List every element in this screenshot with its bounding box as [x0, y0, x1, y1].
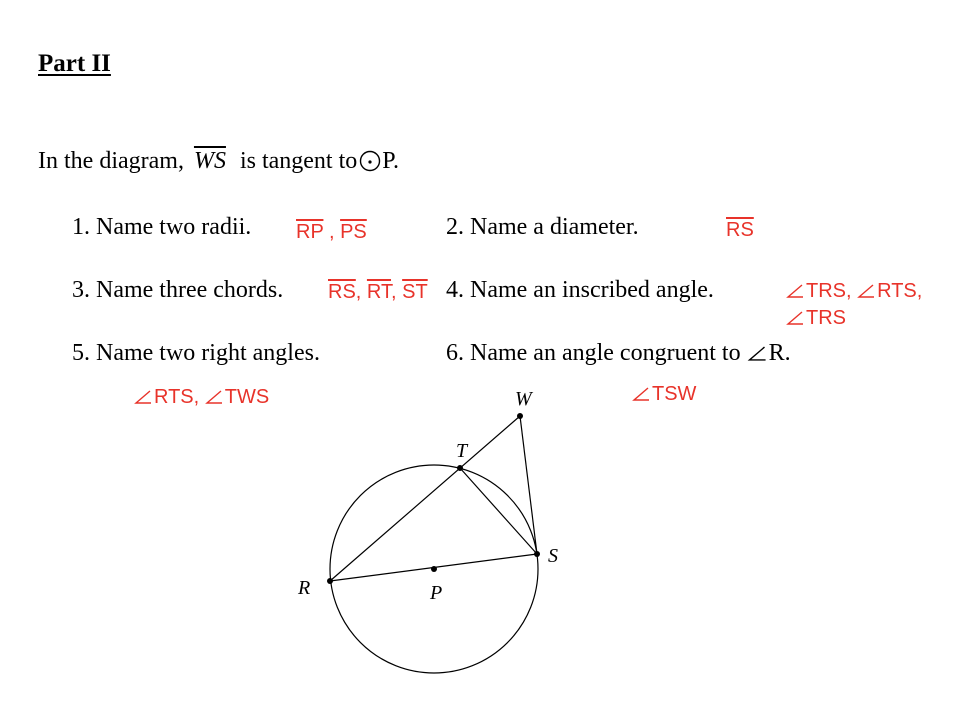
intro-prefix: In the diagram, [38, 148, 184, 174]
answer-4-trs: TRS, [806, 280, 852, 302]
intro-circle-name: P. [382, 148, 399, 174]
question-3: 3. Name three chords. [72, 277, 284, 303]
answer-4-trs-2: TRS [806, 307, 846, 329]
intro-middle: is tangent to [239, 148, 358, 174]
label-s: S [548, 545, 558, 567]
answer-6-tsw: TSW [652, 383, 697, 405]
answer-3-rs: $\overline{RS}$ [328, 281, 356, 303]
answer-3-rt: $\overline{RT}$ [366, 281, 392, 303]
tangent-ws [520, 416, 537, 554]
question-1: 1. Name two radii. [72, 214, 252, 240]
segment-rw [330, 416, 520, 581]
point-p [431, 566, 437, 572]
question-6-text: 6. Name an angle congruent to [446, 340, 741, 366]
question-4: 4. Name an inscribed angle. [446, 277, 714, 303]
point-w [517, 413, 523, 419]
answer-1-ps: $\overline{PS}$ [340, 221, 367, 243]
point-r [327, 578, 333, 584]
label-p: P [430, 582, 443, 604]
answer-1-sep: , [323, 221, 341, 243]
answer-4-rts: RTS, [877, 280, 923, 302]
answer-1-rp: $\overline{RP}$ [296, 221, 324, 243]
label-r: R [298, 577, 311, 599]
label-t: T [456, 440, 468, 462]
question-2: 2. Name a diameter. [446, 214, 639, 240]
point-s [534, 551, 540, 557]
question-6-ref: R. [768, 340, 791, 366]
intro-segment: $\overline{WS}$ [193, 148, 226, 174]
answer-3: $\overline{RS}$, $\overline{RT}$, $\overline{ST}$ [328, 281, 428, 303]
answer-2-rs: $\overline{RS}$ [726, 219, 754, 241]
answer-5-tws: TWS [224, 386, 270, 408]
page-title: Part II [38, 50, 111, 77]
chord-ts [460, 468, 537, 554]
point-t [457, 465, 463, 471]
answer-5-rts: RTS, [154, 386, 200, 408]
label-w: W [515, 388, 532, 410]
question-5: 5. Name two right angles. [72, 340, 320, 366]
answer-3-st: $\overline{ST}$ [402, 281, 428, 303]
